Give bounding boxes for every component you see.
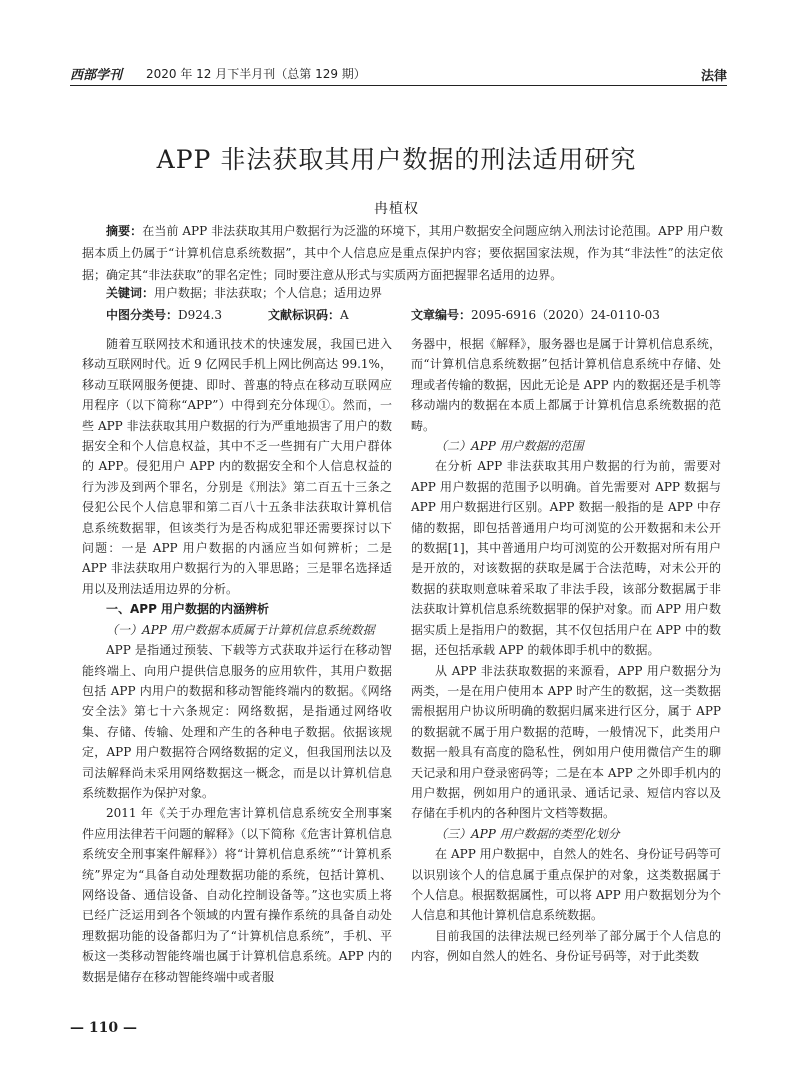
section-heading: 一、APP 用户数据的内涵辨析 xyxy=(106,602,270,617)
abstract-text: 在当前 APP 非法获取其用户数据行为泛滥的环境下，其用户数据安全问题应纳入刑法讨论范围。APP 用户数据本质上仍属于“计算机信息系统数据”，其中个人信息应是重点保护内容；要依据国家法规，作为其“非法性”的法定依据；确定其“非法获取”的罪名定性；同时要注意从形式与实质两方面把握罪名适用的边界。 xyxy=(82,224,723,282)
header-divider xyxy=(70,85,727,86)
paragraph: 在分析 APP 非法获取其用户数据的行为前，需要对 APP 用户数据的范围予以明确。首先需要对 APP 数据与 APP 用户数据进行区别。APP 数据一般指的是 APP 中存储的数据，即包括普通用户均可浏览的公开数据和未公开的数据[1]，其中普通用户均可浏览的公开数据对所有用户是开放的，对该数据的获取是属于合法范畴，对未公开的数据的获取则意味着采取了非法手段，该部分数据属于非法获取计算机信息系统数据罪的保护对象。而 APP 用户数据实质上是指用户的数据，其不仅包括用户在 APP 中的数据，还包括承载 APP 的载体即手机中的数据。 xyxy=(411,459,721,658)
paragraph: APP 是指通过预装、下载等方式获取并运行在移动智能终端上、向用户提供信息服务的应用软件，其用户数据包括 APP 内用户的数据和移动智能终端内的数据。《网络安全法》第七十六条规定：网络数据，是指通过网络收集、存储、传输、处理和产生的各种电子数据。依据该规定，APP 用户数据符合网络数据的定义，但我国刑法以及司法解释尚未采用网络数据这一概念，而是以计算机信息系统数据作为保护对象。 xyxy=(82,643,392,800)
author-name: 冉植权 xyxy=(374,201,419,217)
journal-logo: 西部学刊 xyxy=(70,68,123,83)
doc-value: A xyxy=(340,308,349,322)
paragraph: 在 APP 用户数据中，自然人的姓名、身份证号码等可以识别该个人的信息属于重点保护的对象，这类数据属于个人信息。根据数据属性，可以将 APP 用户数据划分为个人信息和其他计算机信息系统数据。 xyxy=(411,847,721,923)
article-meta xyxy=(106,306,723,324)
abstract xyxy=(82,220,723,286)
page-number: — 110 — xyxy=(70,1020,137,1036)
doc-label: 文献标识码： xyxy=(268,308,341,322)
abstract-label: 摘要： xyxy=(106,224,143,238)
paragraph: 务器中，根据《解释》，服务器也是属于计算机信息系统，而“计算机信息系统数据”包括计算机信息系统中存储、处理或者传输的数据，因此无论是 APP 内的数据还是手机等移动端内的数据在本质上都属于计算机信息系统数据的范畴。 xyxy=(411,337,721,433)
article-number-value: 2095-6916（2020）24-0110-03 xyxy=(471,308,660,322)
subsection-heading: （三）APP 用户数据的类型化划分 xyxy=(435,826,620,841)
section-name: 法律 xyxy=(700,69,727,84)
article-number-label: 文章编号： xyxy=(411,308,472,322)
article-title: APP 非法获取其用户数据的刑法适用研究 xyxy=(156,145,637,174)
doc-code xyxy=(268,306,349,323)
keywords-label: 关键词： xyxy=(106,286,155,300)
subsection-heading: （一）APP 用户数据本质属于计算机信息系统数据 xyxy=(106,622,375,637)
paragraph: 随着互联网技术和通讯技术的快速发展，我国已进入移动互联网时代。近 9 亿网民手机上网比例高达 99.1%，移动互联网服务便捷、即时、普惠的特点在移动互联网应用程序（以下简称“APP”）中得到充分体现①。然而，一些 APP 非法获取其用户数据的行为严重地损害了用户的数据安全和个人信息权益，其中不乏一些拥有广大用户群体的 APP。侵犯用户 APP 内的数据安全和个人信息权益的行为涉及到两个罪名，分别是《刑法》第二百五十三条之侵犯公民个人信息罪和第二百八十五条非法获取计算机信息系统数据罪，但该类行为是否构成犯罪还需要探讨以下问题：一是 APP 用户数据的内涵应当如何辨析；二是 APP 非法获取用户数据行为的入罪思路；三是罪名选择适用以及刑法适用边界的分析。 xyxy=(82,337,392,596)
running-header xyxy=(70,58,727,84)
article-number xyxy=(411,306,660,323)
issue-info: 2020 年 12 月下半月刊（总第 129 期） xyxy=(146,67,366,81)
paragraph: 目前我国的法律法规已经列举了部分属于个人信息的内容，例如自然人的姓名、身份证号码等，对于此类数 xyxy=(411,928,721,964)
clc-code xyxy=(106,306,222,323)
paragraph: 从 APP 非法获取数据的来源看，APP 用户数据分为两类，一是在用户使用本 APP 时产生的数据，这一类数据需根据用户协议所明确的数据归属来进行区分，属于 APP 的数据就不属于用户数据的范畴，一般情况下，此类用户数据一般具有高度的隐私性，例如用户使用微信产生的聊天记录和用户登录密码等；二是在本 APP 之外即手机内的用户数据，例如用户的通讯录、通话记录、短信内容以及存储在手机内的各种图片文档等数据。 xyxy=(411,663,721,821)
clc-label: 中图分类号： xyxy=(106,308,179,322)
keywords xyxy=(106,284,382,301)
clc-value: D924.3 xyxy=(178,308,222,322)
left-column xyxy=(82,334,392,987)
right-column xyxy=(411,334,721,967)
keywords-text: 用户数据；非法获取；个人信息；适用边界 xyxy=(154,286,383,300)
subsection-heading: （二）APP 用户数据的范围 xyxy=(435,439,584,454)
paragraph: 2011 年《关于办理危害计算机信息系统安全刑事案件应用法律若干问题的解释》（以下简称《危害计算机信息系统安全刑事案件解释》）将“计算机信息系统”“计算机系统”界定为“具备自动处理数据功能的系统，包括计算机、网络设备、通信设备、自动化控制设备等。”这也实质上将已经广泛运用到各个领域的内置有操作系统的具备自动处理数据功能的设备都归为了“计算机信息系统”，手机、平板这一类移动智能终端也属于计算机信息系统。APP 内的数据是储存在移动智能终端中或者服 xyxy=(82,806,392,984)
